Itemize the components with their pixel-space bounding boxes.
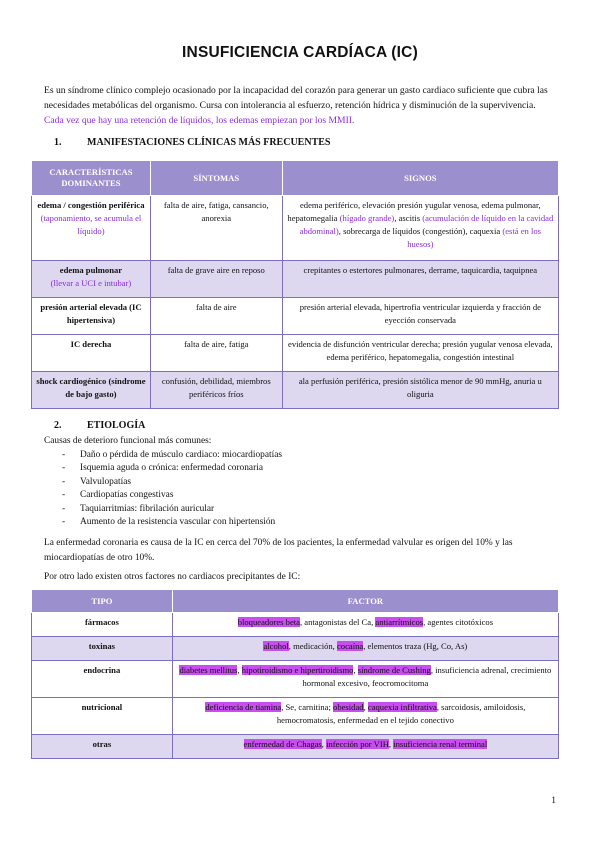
factor-text: , — [388, 739, 394, 749]
highlighted-factor: enfermedad de Chagas — [243, 739, 322, 749]
highlighted-factor: antiarrítmicos — [375, 617, 424, 627]
factor-text: , — [363, 702, 368, 712]
table-row — [32, 735, 559, 759]
table-row — [32, 637, 559, 661]
table-header-row — [32, 590, 559, 613]
manifestaciones-table — [31, 160, 559, 409]
list-item: - Cardiopatías congestivas — [62, 489, 282, 502]
type-cell: endocrina — [32, 661, 173, 698]
highlighted-factor: deficiencia de tiamina — [205, 702, 282, 712]
type-cell: toxinas — [32, 637, 173, 661]
column-header: SÍNTOMAS — [150, 161, 282, 196]
highlighted-factor: insuficiencia renal terminal — [393, 739, 488, 749]
list-item: - Daño o pérdida de músculo cardiaco: miocardiopatías — [62, 449, 282, 462]
table-header-row — [32, 161, 559, 196]
factor-cell — [172, 661, 558, 698]
feature-cell: shock cardiogénico (síndrome de bajo gasto) — [32, 372, 151, 409]
highlighted-factor: alcohol — [263, 641, 289, 651]
table-row — [32, 661, 559, 698]
factor-text: , antagonistas del Ca, — [299, 617, 376, 627]
page-number: 1 — [551, 796, 556, 806]
symptoms-cell: falta de aire, fatiga, cansancio, anorexia — [150, 196, 282, 261]
type-cell: otras — [32, 735, 173, 759]
list-item: - Valvulopatías — [62, 476, 282, 489]
highlighted-factor: caquexia infiltrativa — [367, 702, 437, 712]
column-header: SIGNOS — [282, 161, 558, 196]
highlighted-factor: hipotiroidismo e hipertiroidismo — [241, 665, 354, 675]
factor-cell — [172, 698, 558, 735]
table-row — [32, 698, 559, 735]
other-factors-text: Por otro lado existen otros factores no cardiacos precipitantes de IC: — [44, 572, 301, 582]
factor-cell — [172, 637, 558, 661]
highlighted-factor: infección por VIH — [326, 739, 389, 749]
highlighted-factor: cocaína — [336, 641, 364, 651]
factores-table — [31, 589, 559, 759]
signs-cell: presión arterial elevada, hipertrofia ventricular izquierda y fracción de eyección conservada — [282, 298, 558, 335]
feature-cell: IC derecha — [32, 335, 151, 372]
table-row — [32, 335, 559, 372]
etiology-lead: Causas de deterioro funcional más comunes: — [44, 436, 212, 446]
intro-paragraph — [44, 83, 556, 128]
table-row — [32, 261, 559, 298]
factores-body — [32, 613, 559, 759]
factor-text: , sarcoidosis, amiloidosis, hemocromatosis, enfermedad en el tejido conectivo — [276, 702, 526, 725]
factor-text: , medicación, — [288, 641, 337, 651]
type-cell: fármacos — [32, 613, 173, 637]
list-item: - Taquiarritmias: fibrilación auricular — [62, 503, 282, 516]
factor-cell — [172, 613, 558, 637]
table-row — [32, 372, 559, 409]
section-heading-manifestaciones: 1. MANIFESTACIONES CLÍNICAS MÁS FRECUENTES — [54, 137, 331, 148]
type-cell: nutricional — [32, 698, 173, 735]
signs-cell: crepitantes o estertores pulmonares, derrame, taquicardia, taquipnea — [282, 261, 558, 298]
list-item: - Aumento de la resistencia vascular con hipertensión — [62, 516, 282, 529]
column-header: CARACTERÍSTICAS DOMINANTES — [32, 161, 151, 196]
signs-cell: ala perfusión periférica, presión sistólica menor de 90 mmHg, anuria u oliguria — [282, 372, 558, 409]
symptoms-cell: falta de aire, fatiga — [150, 335, 282, 372]
factor-text: , agentes citotóxicos — [423, 617, 494, 627]
signs-cell: evidencia de disfunción ventricular derecha; presión yugular venosa elevada, edema periférico, hepatomegalia, congestión intestinal — [282, 335, 558, 372]
page-title: INSUFICIENCIA CARDÍACA (IC) — [182, 44, 418, 61]
symptoms-cell: falta de aire — [150, 298, 282, 335]
table-row — [32, 196, 559, 261]
factor-text: , — [237, 665, 242, 675]
factor-text: , insuficiencia adrenal, crecimiento hormonal excesivo, feocromocitoma — [302, 665, 552, 688]
factor-text: , — [321, 739, 327, 749]
causes-list — [62, 449, 282, 529]
factor-text: , elementos traza (Hg, Co, As) — [363, 641, 468, 651]
highlighted-factor: síndrome de Cushing — [357, 665, 431, 675]
highlighted-factor: bloqueadores beta — [237, 617, 300, 627]
etiology-paragraph: La enfermedad coronaria es causa de la IC en cerca del 70% de los pacientes, la enfermedad valvular es origen del 10% y las miocardiopatías de otro 10%. — [44, 538, 513, 563]
symptoms-cell: confusión, debilidad, miembros periféricos fríos — [150, 372, 282, 409]
factor-text: , — [353, 665, 358, 675]
feature-cell: presión arterial elevada (IC hipertensiva) — [32, 298, 151, 335]
table-row — [32, 613, 559, 637]
feature-cell: edema pulmonar (llevar a UCI e intubar) — [32, 261, 151, 298]
highlighted-factor: diabetes mellitus — [179, 665, 238, 675]
table-row — [32, 298, 559, 335]
list-item: - Isquemia aguda o crónica: enfermedad coronaria — [62, 462, 282, 475]
symptoms-cell: falta de grave aire en reposo — [150, 261, 282, 298]
feature-cell: edema / congestión periférica (taponamiento, se acumula el líquido) — [32, 196, 151, 261]
factor-cell — [172, 735, 558, 759]
intro-note: Cada vez que hay una retención de líquidos, los edemas empiezan por los MMII. — [44, 115, 355, 126]
intro-text: Es un síndrome clínico complejo ocasionado por la incapacidad del corazón para generar un gasto cardiaco suficiente que cubra las necesidades metabólicas del organismo. Cursa con intolerancia al esfuerzo, retención hídrica y disminución de la supervivencia. — [44, 85, 548, 111]
factor-text: , Se, carnitina; — [281, 702, 334, 712]
highlighted-factor: obesidad — [333, 702, 364, 712]
section-heading-etiologia: 2. ETIOLOGÍA — [54, 420, 146, 431]
column-header: FACTOR — [172, 590, 558, 613]
column-header: TIPO — [32, 590, 173, 613]
signs-cell: edema periférico, elevación presión yugular venosa, edema pulmonar, hepatomegalia (hígado grande), ascitis (acumulación de líquido en la cavidad abdominal), sobrecarga de líquidos (congestión), caquexia (está en los huesos) — [282, 196, 558, 261]
